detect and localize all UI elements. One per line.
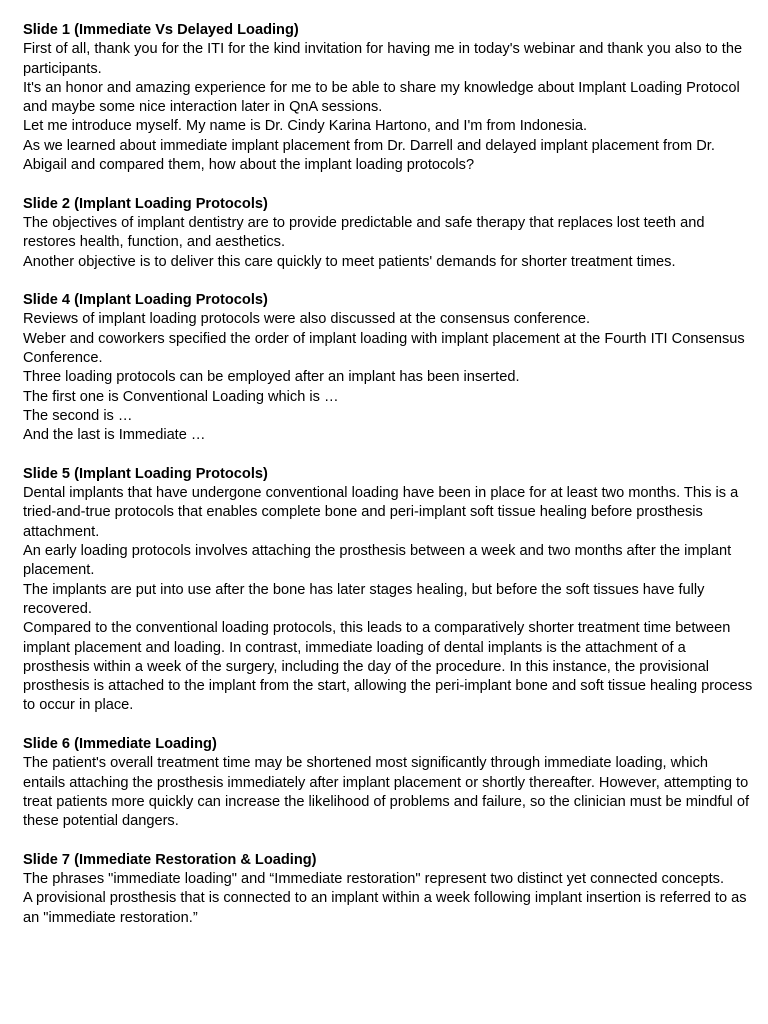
paragraph: Compared to the conventional loading protocols, this leads to a comparatively shorter treatment time between implant placement and loading. In contrast, immediate loading of dental implants is the attachment of a prosthesis within a week of the surgery, including the day of the procedure. In this instance, the provisional prosthesis is attached to the implant from the start, allowing the peri-implant bone and soft tissue healing process to occur in place. [23, 620, 753, 714]
section-slide-1 [23, 21, 753, 175]
section-heading: Slide 5 (Implant Loading Protocols) [23, 465, 268, 482]
section-heading: Slide 2 (Implant Loading Protocols) [23, 195, 268, 212]
paragraph: The objectives of implant dentistry are to provide predictable and safe therapy that replaces lost teeth and restores health, function, and aesthetics. [23, 214, 705, 251]
paragraph: An early loading protocols involves attaching the prosthesis between a week and two months after the implant placement. [23, 543, 732, 579]
paragraph: First of all, thank you for the ITI for the kind invitation for having me in today's webinar and thank you also to the participants. [23, 41, 743, 77]
section-slide-7 [23, 851, 753, 928]
section-heading: Slide 6 (Immediate Loading) [23, 735, 217, 752]
section-heading: Slide 1 (Immediate Vs Delayed Loading) [23, 22, 299, 38]
paragraph: As we learned about immediate implant placement from Dr. Darrell and delayed implant placement from Dr. Abigail and compared them, how about the implant loading protocols? [23, 137, 715, 174]
paragraph: Three loading protocols can be employed after an implant has been inserted. [23, 369, 520, 386]
paragraph: It's an honor and amazing experience for me to be able to share my knowledge about Implant Loading Protocol and maybe some nice interaction later in QnA sessions. [23, 79, 740, 116]
section-slide-6 [23, 735, 753, 831]
paragraph: Reviews of implant loading protocols were also discussed at the consensus conference. [23, 311, 591, 328]
section-heading: Slide 4 (Implant Loading Protocols) [23, 292, 268, 309]
paragraph: Weber and coworkers specified the order of implant loading with implant placement at the Fourth ITI Consensus Conference. [23, 330, 745, 367]
paragraph: And the last is Immediate … [23, 427, 206, 444]
paragraph: The implants are put into use after the bone has later stages healing, but before the soft tissues have fully recovered. [23, 581, 705, 617]
paragraph: The phrases "immediate loading" and “Immediate restoration" represent two distinct yet connected concepts. [23, 871, 724, 888]
paragraph: Another objective is to deliver this care quickly to meet patients' demands for shorter treatment times. [23, 253, 676, 270]
paragraph: Let me introduce myself. My name is Dr. Cindy Karina Hartono, and I'm from Indonesia. [23, 118, 588, 135]
section-slide-5 [23, 465, 753, 716]
paragraph: The second is … [23, 407, 133, 424]
paragraph: A provisional prosthesis that is connected to an implant within a week following implant insertion is referred to as an "immediate restoration.” [23, 890, 747, 926]
paragraph: Dental implants that have undergone conventional loading have been in place for at least two months. This is a tried-and-true protocols that enables complete bone and peri-implant soft tissue healing before prosthesis attachment. [23, 485, 739, 540]
paragraph: The patient's overall treatment time may be shortened most significantly through immediate loading, which entails attaching the prosthesis immediately after implant placement or shortly thereafter. However, attempting to treat patients more quickly can increase the likelihood of problems and failure, so the clinician must be mindful of these potential dangers. [23, 755, 750, 830]
section-heading: Slide 7 (Immediate Restoration & Loading) [23, 851, 317, 868]
paragraph: The first one is Conventional Loading which is … [23, 388, 339, 405]
section-slide-4 [23, 291, 753, 445]
document-body [23, 21, 753, 947]
section-slide-2 [23, 195, 753, 272]
